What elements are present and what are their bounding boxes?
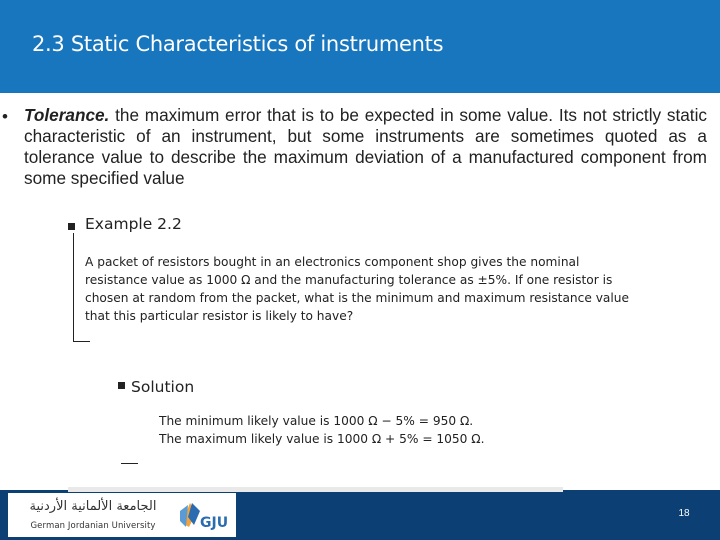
- example-title: Example 2.2: [85, 215, 182, 233]
- bullet-marker: •: [2, 107, 8, 126]
- example-square-icon: [68, 223, 75, 230]
- slide-content: [0, 93, 720, 490]
- logo-english-text: German Jordanian University: [30, 521, 156, 531]
- tolerance-term: Tolerance.: [24, 105, 110, 125]
- gju-logo-icon: [176, 497, 234, 535]
- solution-square-icon: [118, 382, 125, 389]
- university-logo: [8, 493, 236, 537]
- solution-min-line: The minimum likely value is 1000 Ω − 5% = 950 Ω.: [159, 414, 474, 428]
- logo-arabic-text: الجامعة الألمانية الأردنية: [29, 499, 157, 514]
- solution-max-line: The maximum likely value is 1000 Ω + 5% = 1050 Ω.: [159, 432, 485, 446]
- tolerance-definition: the maximum error that is to be expected in some value. Its not strictly static characteristic of an instrument, but some instruments are sometimes quoted as a tolerance value to describe the maximum deviation of a manufactured component from some specified value: [24, 105, 707, 188]
- slide-title: 2.3 Static Characteristics of instruments: [32, 32, 444, 56]
- page-number: 18: [678, 508, 690, 519]
- tolerance-paragraph: [24, 105, 707, 193]
- gju-logo-letters: GJU: [200, 515, 229, 531]
- example-divider-horizontal: [73, 341, 90, 342]
- example-divider-vertical: [73, 233, 74, 341]
- footer-strip: [68, 487, 563, 492]
- solution-title: Solution: [131, 378, 195, 396]
- solution-divider: [121, 463, 138, 464]
- example-text: A packet of resistors bought in an electronics component shop gives the nominal resistance value as 1000 Ω and the manufacturing tolerance as ±5%. If one resistor is chosen at random from the packet, what is the minimum and maximum resistance value that this particular resistor is likely to have?: [85, 255, 630, 323]
- slide-header: [0, 0, 720, 93]
